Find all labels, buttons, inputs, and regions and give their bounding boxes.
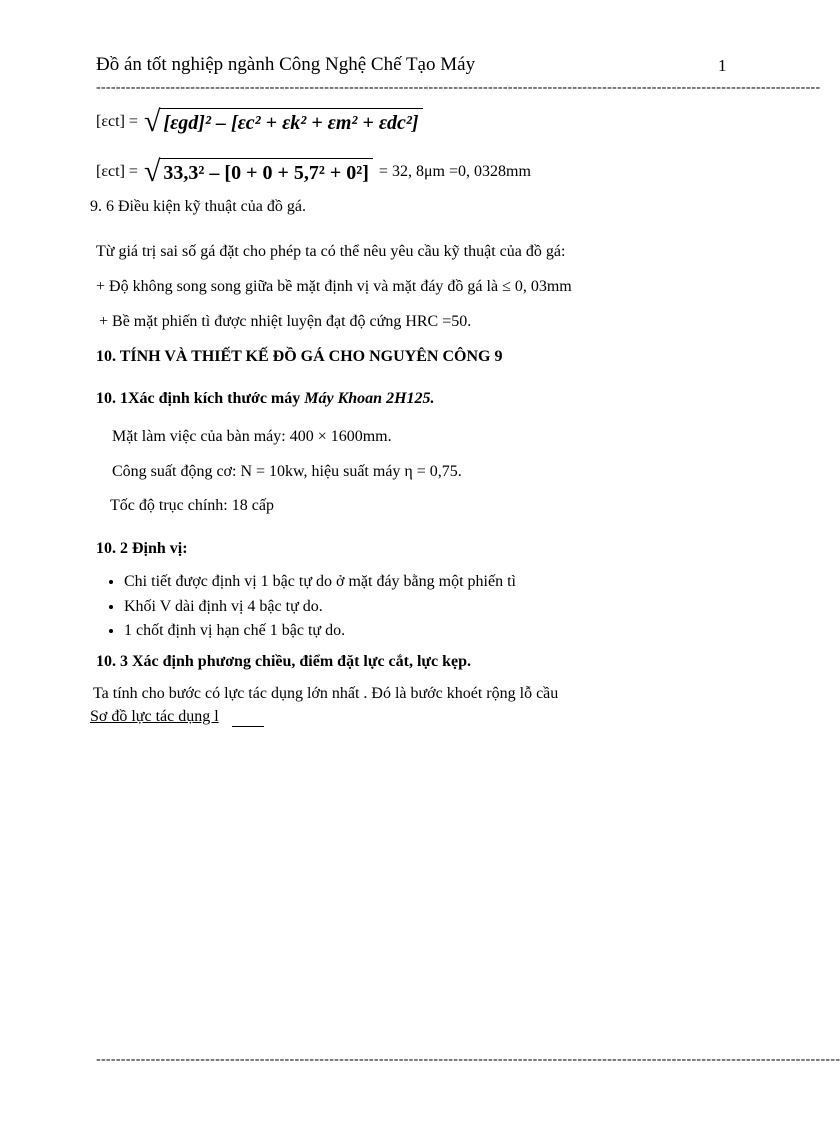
radical-sign-icon: √ [143,105,161,138]
formula-radicand: 33,3² – [0 + 0 + 5,7² + 0²] [160,158,373,186]
section-heading-9-6: 9. 6 Điều kiện kỹ thuật của đồ gá. [90,198,306,215]
subsection-heading-10-1 [96,390,435,408]
subsection-heading-10-2: 10. 2 Định vị: [96,540,188,557]
formula-result: = 32, 8μm =0, 0328mm [378,163,531,180]
requirement-2: + Bề mặt phiến tì được nhiệt luyện đạt độ cứng HRC =50. [99,313,472,330]
locating-bullet-list [100,570,516,644]
formula-epsilon-ct-value [96,155,531,188]
document-header-title: Đồ án tốt nghiệp ngành Công Nghệ Chế Tạo Máy [96,54,476,75]
square-root [143,105,423,138]
formula-lhs: [εct] = [96,113,138,130]
subsection-heading-10-3: 10. 3 Xác định phương chiều, điểm đặt lực cắt, lực kẹp. [96,653,472,670]
formula-lhs: [εct] = [96,163,138,180]
paragraph-force-step: Ta tính cho bước có lực tác dụng lớn nhất . Đó là bước khoét rộng lỗ cầu [93,685,559,702]
section-heading-10: 10. TÍNH VÀ THIẾT KẾ ĐỒ GÁ CHO NGUYÊN CÔNG 9 [96,348,503,365]
machine-table-size: Mặt làm việc của bàn máy: 400 × 1600mm. [112,428,392,445]
diagram-caption: Sơ đồ lực tác dụng l [90,708,219,725]
caption-underline [232,726,264,727]
heading-text: 10. 1Xác định kích thước máy [96,390,305,407]
page-number: 1 [718,56,727,75]
list-item: • Khối V dài định vị 4 bậc tự do. [124,595,516,620]
square-root [143,155,373,188]
requirement-1: + Độ không song song giữa bề mặt định vị và mặt đáy đồ gá là ≤ 0, 03mm [96,278,572,295]
footer-divider: ------------------------------------------------------------------------------------------------------------------------------------------------------ [96,1052,840,1067]
formula-epsilon-ct-general [96,105,423,138]
machine-name: Máy Khoan 2H125. [304,390,435,407]
list-item: • Chi tiết được định vị 1 bậc tự do ở mặt đáy bằng một phiến tì [124,570,516,595]
formula-radicand: [εgd]² – [εc² + εk² + εm² + εdc²] [160,108,422,136]
header-divider: -------------------------------------------------------------------------------------------------------------------------------------------------- [96,80,821,95]
list-item: • 1 chốt định vị hạn chế 1 bậc tự do. [124,619,516,644]
paragraph-intro: Từ giá trị sai số gá đặt cho phép ta có thể nêu yêu cầu kỹ thuật của đồ gá: [96,243,566,260]
spindle-speed: Tốc độ trục chính: 18 cấp [110,497,274,514]
machine-power: Công suất động cơ: N = 10kw, hiệu suất máy η = 0,75. [112,463,462,480]
radical-sign-icon: √ [143,155,161,188]
